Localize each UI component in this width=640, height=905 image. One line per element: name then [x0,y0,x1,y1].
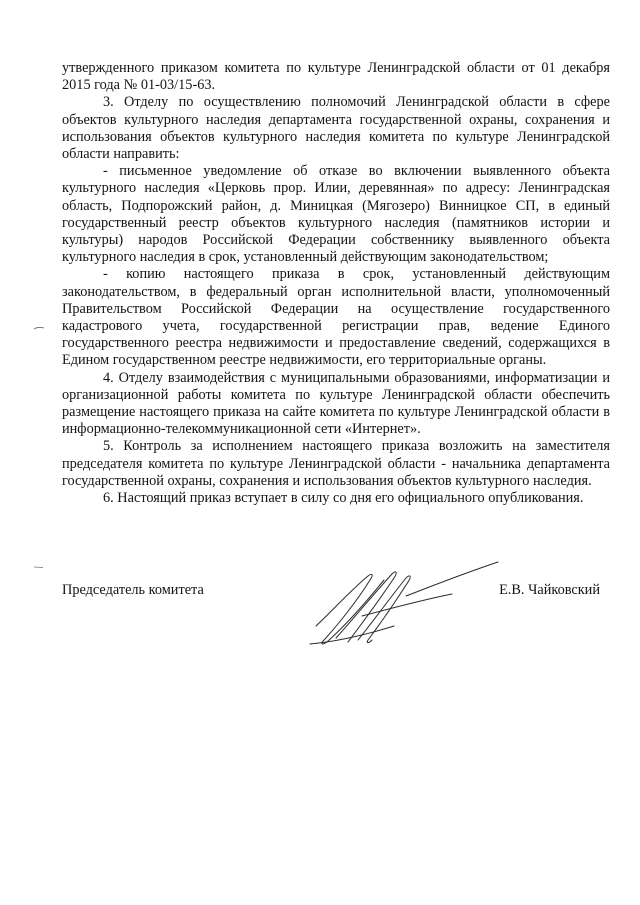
margin-mark [34,566,44,569]
paragraph-item-3: 3. Отделу по осуществлению полномочий Ленинградской области в сфере объектов культурного наследия департамента государственной охраны, сохранения и использования объектов культурного наследия комитета по культуре Ленинградской области направить: [62,94,610,163]
paragraph-item-4: 4. Отделу взаимодействия с муниципальными образованиями, информатизации и организационной работы комитета по культуре Ленинградской области обеспечить размещение настоящего приказа на сайте комитета по культуре Ленинградской области в информационно-телекоммуникационной сети «Интернет». [62,369,610,438]
paragraph-notice: - письменное уведомление об отказе во включении выявленного объекта культурного наследия «Церковь прор. Илии, деревянная» по адресу: Ленинградская область, Подпорожский район, д. Миницкая (Мягозеро) Винницкое СП, в единый государственный реестр объектов культурного наследия (памятников истории и культуры) народов Российской Федерации собственнику выявленного объекта культурного наследия в срок, установленный действующим законодательством; [62,163,610,266]
signature-block [62,582,610,672]
paragraph-continuation: утвержденного приказом комитета по культуре Ленинградской области от 01 декабря 2015 года № 01-03/15-63. [62,60,610,94]
signer-title: Председатель комитета [62,582,204,598]
paragraph-item-6: 6. Настоящий приказ вступает в силу со дня его официального опубликования. [103,490,584,507]
document-body [62,60,610,507]
paragraph-item-5: 5. Контроль за исполнением настоящего приказа возложить на заместителя председателя комитета по культуре Ленинградской области - начальника департамента государственной охраны, сохранения и использования объектов культурного наследия. [62,438,610,489]
handwritten-signature [302,556,502,656]
paragraph-copy: - копию настоящего приказа в срок, установленный действующим законодательством, в федеральный орган исполнительной власти, уполномоченный Правительством Российской Федерации на осуществление государственного кадастрового учета, государственной регистрации прав, ведение Единого государственного реестра недвижимости и предоставление сведений, содержащихся в Едином государственном реестре недвижимости, его территориальные органы. [62,266,610,369]
signer-name: Е.В. Чайковский [499,582,600,598]
margin-mark [34,327,44,330]
